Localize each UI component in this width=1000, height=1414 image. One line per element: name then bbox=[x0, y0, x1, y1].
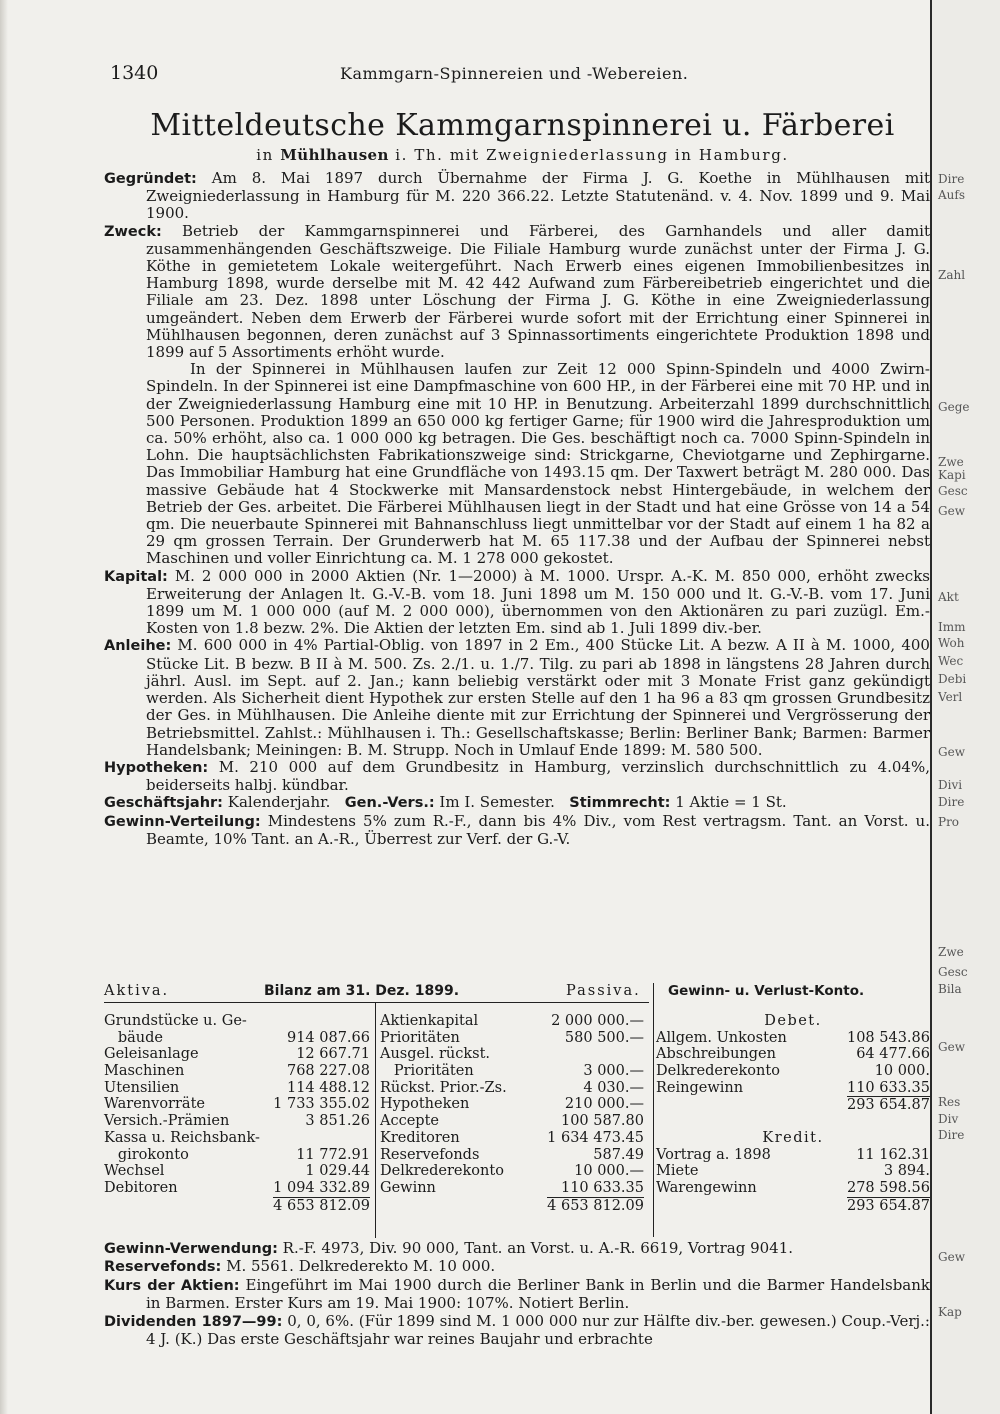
aktiva-row bbox=[104, 1147, 370, 1164]
gutter-fragment: Akt bbox=[938, 590, 959, 604]
section-text: M. 210 000 auf dem Grundbesitz in Hamburg, verzinslich durchschnittlich zu 4.04%, beiderseits halbj. kündbar. bbox=[146, 757, 930, 795]
row-value: 108 543.86 bbox=[846, 1029, 930, 1046]
gutter-fragment: Dire bbox=[938, 172, 965, 186]
row-label: Grundstücke u. Ge- bbox=[104, 1013, 247, 1029]
section-label: Zweck: bbox=[104, 223, 162, 240]
row-value: 64 477.66 bbox=[856, 1046, 930, 1063]
row-value: 1 094 332.89 bbox=[273, 1179, 370, 1196]
row-label: Debitoren bbox=[104, 1179, 178, 1196]
aktiva-row bbox=[104, 1130, 370, 1147]
kredit-row bbox=[656, 1180, 930, 1197]
balance-column-divider bbox=[375, 1002, 376, 1238]
section-hypotheken bbox=[104, 759, 930, 794]
passiva-row bbox=[380, 1113, 644, 1130]
gutter-fragment: Div bbox=[938, 1112, 959, 1126]
running-title: Kammgarn-Spinnereien und -Webereien. bbox=[340, 64, 689, 83]
gv-konto-column bbox=[656, 1013, 930, 1213]
debet-row bbox=[656, 1030, 930, 1047]
passiva-row bbox=[380, 1063, 644, 1080]
gutter-fragment: Dire bbox=[938, 1128, 965, 1142]
section-label: Kapital: bbox=[104, 568, 168, 585]
row-label: bäude bbox=[104, 1029, 163, 1046]
section-text: Am 8. Mai 1897 durch Übernahme der Firma J. G. Koethe in Mühlhausen mit Zweigniederlassung in Hamburg für M. 220 366.22. Letzte Statutenänd. v. 4. Nov. 1899 und 9. Mai 1900. bbox=[146, 169, 930, 223]
reservefonds bbox=[104, 1258, 930, 1276]
passiva-row bbox=[380, 1013, 644, 1030]
row-label: Kassa u. Reichsbank- bbox=[104, 1129, 260, 1146]
balance-rule bbox=[104, 1002, 649, 1003]
section-text: Betrieb der Kammgarnspinnerei und Färberei, des Garnhandels und aller damit zusammenhängenden Geschäftszweige. Die Filiale Hamburg wurde zunächst unter der Firma J. G. Köthe in gemietetem Lokale weitergeführt. Nach Erwerb eines eigenen Immobilienbesitzes in Hamburg 1898, wurde derselbe mit M. 42 442 Aufwand zum Färbereibetrieb eingerichtet und die Filiale am 23. Dez. 1898 unter Löschung der Firma J. G. Köthe in eine Zweigniederlassung umgeändert. Neben dem Erwerb der Färberei wurde sofort mit der Errichtung einer Spinnerei in Mühlhausen begonnen, deren zunächst auf 3 Spinnassortiments eingerichtete Produktion 1898 und 1899 auf 5 Assortiments erhöht wurde. bbox=[146, 221, 930, 362]
gutter-fragment: Gew bbox=[938, 1040, 965, 1054]
passiva-column bbox=[380, 1013, 644, 1213]
row-value: 1 029.44 bbox=[305, 1163, 370, 1180]
row-label: Reservefonds bbox=[380, 1146, 480, 1163]
subtitle-prefix: in bbox=[256, 146, 274, 164]
dividenden bbox=[104, 1313, 930, 1349]
gutter-fragment: Zahl bbox=[938, 268, 966, 282]
passiva-row bbox=[380, 1030, 644, 1047]
row-label: Wechsel bbox=[104, 1163, 165, 1180]
row-value: 10 000.— bbox=[574, 1163, 644, 1180]
row-value: 3 894. bbox=[883, 1163, 930, 1180]
row-value: 914 087.66 bbox=[286, 1029, 370, 1046]
row-label: Allgem. Unkosten bbox=[656, 1029, 787, 1046]
gutter-fragment: Aufs bbox=[938, 188, 965, 202]
kredit-row bbox=[656, 1163, 930, 1180]
gutter-fragment: Pro bbox=[938, 815, 960, 829]
gutter-fragment: Bila bbox=[938, 982, 962, 996]
gutter-fragment: Divi bbox=[938, 778, 963, 792]
aktiva-total bbox=[104, 1197, 370, 1214]
stimmrecht-text: 1 Aktie = 1 St. bbox=[675, 793, 787, 812]
row-label: Gewinn bbox=[380, 1179, 436, 1196]
footer-label: Dividenden 1897—99: bbox=[104, 1313, 283, 1330]
passiva-row bbox=[380, 1046, 644, 1063]
gutter-fragment: Dire bbox=[938, 795, 965, 809]
passiva-heading: Passiva. bbox=[566, 983, 641, 999]
company-entry-body bbox=[104, 170, 930, 848]
footer-text: M. 5561. Delkrederekto M. 10 000. bbox=[226, 1257, 496, 1276]
section-text: Mindestens 5% zum R.-F., dann bis 4% Div., vom Rest vertragsm. Tant. an Vorst. u. Beamte, 10% Tant. an A.-R., Überrest zur Verf. der G.-V. bbox=[146, 811, 930, 848]
row-label: Abschreibungen bbox=[656, 1046, 776, 1063]
row-value: 11 772.91 bbox=[296, 1146, 370, 1163]
kredit-total bbox=[656, 1197, 930, 1214]
gutter-fragment: Gesc bbox=[938, 484, 968, 498]
row-value: 3 000.— bbox=[583, 1063, 644, 1080]
aktiva-row bbox=[104, 1080, 370, 1097]
section-label: Gewinn-Verteilung: bbox=[104, 813, 261, 830]
passiva-row bbox=[380, 1096, 644, 1113]
debet-row bbox=[656, 1063, 930, 1080]
company-subtitle bbox=[150, 146, 895, 164]
passiva-row bbox=[380, 1163, 644, 1180]
row-label: Prioritäten bbox=[380, 1029, 460, 1046]
gutter-fragment: Wec bbox=[938, 654, 964, 668]
kredit-heading: Kredit. bbox=[762, 1129, 824, 1146]
row-label: Aktienkapital bbox=[380, 1013, 479, 1029]
aktiva-row bbox=[104, 1030, 370, 1047]
gutter-fragment: Gege bbox=[938, 400, 970, 414]
row-label: Geleisanlage bbox=[104, 1046, 199, 1063]
row-label: girokonto bbox=[104, 1146, 189, 1163]
footer-text: R.-F. 4973, Div. 90 000, Tant. an Vorst. u. A.-R. 6619, Vortrag 9041. bbox=[282, 1239, 794, 1257]
row-label: Prioritäten bbox=[380, 1063, 474, 1080]
row-label: Reingewinn bbox=[656, 1079, 744, 1096]
total-value: 4 653 812.09 bbox=[273, 1197, 370, 1214]
row-label: Miete bbox=[656, 1163, 699, 1180]
row-label: Accepte bbox=[380, 1113, 439, 1130]
gen-vers-text: Im I. Semester. bbox=[439, 793, 555, 812]
spacer bbox=[656, 1113, 930, 1130]
row-value: 1 733 355.02 bbox=[273, 1096, 370, 1113]
aktiva-row bbox=[104, 1163, 370, 1180]
balance-title: Bilanz am 31. Dez. 1899. bbox=[264, 983, 460, 999]
footer-text: Eingeführt im Mai 1900 durch die Berliner Bank in Berlin und die Barmer Handelsbank in Barmen. Erster Kurs am 19. Mai 1900: 107%. Notiert Berlin. bbox=[146, 1275, 930, 1313]
row-value: 114 488.12 bbox=[286, 1079, 370, 1096]
aktiva-row bbox=[104, 1180, 370, 1197]
row-value: 768 227.08 bbox=[286, 1063, 370, 1080]
gutter-fragment: Debi bbox=[938, 672, 967, 686]
row-value: 110 633.35 bbox=[560, 1179, 644, 1196]
gutter-fragment: Zwe bbox=[938, 945, 964, 959]
footer-label: Reservefonds: bbox=[104, 1259, 222, 1276]
row-value: 4 030.— bbox=[583, 1079, 644, 1096]
kredit-row bbox=[656, 1147, 930, 1164]
total-value: 4 653 812.09 bbox=[547, 1197, 644, 1214]
gv-konto-title: Gewinn- u. Verlust-Konto. bbox=[668, 983, 865, 999]
adjacent-page-edge bbox=[930, 0, 1000, 1414]
row-value: 12 667.71 bbox=[296, 1046, 370, 1063]
row-label: Maschinen bbox=[104, 1063, 185, 1080]
company-title: Mitteldeutsche Kammgarnspinnerei u. Färberei bbox=[150, 108, 895, 143]
row-label: Delkrederekonto bbox=[380, 1163, 504, 1180]
gutter-fragment: Zwe bbox=[938, 455, 964, 469]
row-value: 10 000. bbox=[874, 1063, 930, 1080]
row-label: Utensilien bbox=[104, 1079, 180, 1096]
passiva-row bbox=[380, 1080, 644, 1097]
gen-vers-label: Gen.-Vers.: bbox=[344, 795, 435, 812]
row-value: 11 162.31 bbox=[856, 1146, 930, 1163]
row-value: 278 598.56 bbox=[846, 1179, 930, 1196]
gutter-fragment: Gew bbox=[938, 504, 965, 518]
aktiva-heading: Aktiva. bbox=[104, 983, 170, 999]
gutter-fragment: Gew bbox=[938, 1250, 965, 1264]
section-label: Geschäftsjahr: bbox=[104, 795, 223, 812]
gv-column-divider bbox=[653, 983, 654, 1237]
aktiva-row bbox=[104, 1013, 370, 1030]
row-label: Delkrederekonto bbox=[656, 1063, 780, 1080]
section-gewinn-verteilung bbox=[104, 813, 930, 848]
gutter-fragment: Gew bbox=[938, 745, 965, 759]
row-label: Warengewinn bbox=[656, 1179, 757, 1196]
debet-heading: Debet. bbox=[764, 1013, 822, 1029]
aktiva-row bbox=[104, 1046, 370, 1063]
kurs-der-aktien bbox=[104, 1277, 930, 1313]
page-header bbox=[110, 62, 925, 88]
row-label: Versich.-Prämien bbox=[104, 1113, 230, 1130]
row-value: 110 633.35 bbox=[846, 1079, 930, 1096]
total-value: 293 654.87 bbox=[846, 1197, 930, 1214]
aktiva-row bbox=[104, 1096, 370, 1113]
footer-label: Kurs der Aktien: bbox=[104, 1277, 240, 1294]
scan-edge-left bbox=[0, 0, 8, 1414]
stimmrecht-label: Stimmrecht: bbox=[569, 795, 671, 812]
page-number: 1340 bbox=[110, 62, 159, 84]
row-value: 3 851.26 bbox=[305, 1113, 370, 1130]
subtitle-rest: i. Th. mit Zweigniederlassung in Hamburg. bbox=[395, 146, 789, 164]
passiva-row bbox=[380, 1180, 644, 1197]
row-label: Hypotheken bbox=[380, 1096, 470, 1113]
section-geschaeftsjahr bbox=[104, 794, 930, 812]
subtitle-city: Mühlhausen bbox=[280, 146, 389, 164]
section-text: M. 2 000 000 in 2000 Aktien (Nr. 1—2000) à M. 1000. Urspr. A.-K. M. 850 000, erhöht zwecks Erweiterung der Anlagen lt. G.-V.-B. vom 18. Juni 1898 um M. 150 000 und lt. G.-V.-B. vom 17. Juni 1899 um M. 1 000 000 (auf M. 2 000 000), übernommen von den Aktionären zu pari zuzügl. Em.-Kosten von 1.8 bezw. 2%. Die Aktien der letzten Em. sind ab 1. Juli 1899 div.-ber. bbox=[146, 566, 930, 638]
section-zweck-paragraph-2: In der Spinnerei in Mühlhausen laufen zur Zeit 12 000 Spinn-Spindeln und 4000 Zwirn-Spindeln. In der Spinnerei ist eine Dampfmaschine von 600 HP., in der Färberei eine mit 70 HP. und in der Zweigniederlassung Hamburg eine mit 10 HP. in Benutzung. Arbeiterzahl 1899 durchschnittlich 500 Personen. Produktion 1899 an 650 000 kg fertiger Garne; für 1900 wird die Jahresproduktion um ca. 50% erhöht, also ca. 1 000 000 kg betragen. Die Ges. beschäftigt noch ca. 7000 Spinn-Spindeln in Lohn. Die hauptsächlichsten Fabrikationszweige sind: Strickgarne, Cheviotgarne und Zephirgarne. Das Immobiliar Hamburg hat eine Grundfläche von 1493.15 qm. Der Taxwert beträgt M. 280 000. Das massive Gebäude hat 4 Stockwerke mit Mansardenstock nebst Hintergebäude, in welchem der Betrieb der Ges. arbeitet. Die Färberei Mühlhausen liegt in der Stadt und hat eine Grösse von 14 a 54 qm. Die neuerbaute Spinnerei mit Bahnanschluss liegt unmittelbar vor der Stadt auf einem 1 ha 82 a 29 qm grossen Terrain. Der Grunderwerb hat M. 65 117.38 und der Aufbau der Spinnerei nebst Maschinen und voller Einrichtung ca. M. 1 278 000 gekostet. bbox=[146, 360, 930, 568]
gutter-fragment: Kap bbox=[938, 1305, 962, 1319]
row-value: 210 000.— bbox=[564, 1096, 644, 1113]
section-gegruendet bbox=[104, 170, 930, 223]
row-value: 580 500.— bbox=[564, 1029, 644, 1046]
passiva-total bbox=[380, 1197, 644, 1214]
row-value: 587.49 bbox=[593, 1146, 644, 1163]
debet-row bbox=[656, 1046, 930, 1063]
section-anleihe bbox=[104, 637, 930, 758]
section-text: Kalenderjahr. bbox=[227, 793, 331, 812]
row-label: Kreditoren bbox=[380, 1129, 460, 1146]
row-label: Ausgel. rückst. bbox=[380, 1046, 491, 1063]
passiva-row bbox=[380, 1147, 644, 1164]
row-value: 100 587.80 bbox=[560, 1113, 644, 1130]
gutter-fragment: Gesc bbox=[938, 965, 968, 979]
row-label: Vortrag a. 1898 bbox=[656, 1146, 771, 1163]
passiva-row bbox=[380, 1130, 644, 1147]
footer-text: 0, 0, 6%. (Für 1899 sind M. 1 000 000 nur zur Hälfte div.-ber. gewesen.) Coup.-Verj.: 4 J. (K.) Das erste Geschäftsjahr war reines Baujahr und erbrachte bbox=[146, 1311, 930, 1349]
section-label: Gegründet: bbox=[104, 171, 197, 187]
total-value: 293 654.87 bbox=[846, 1097, 930, 1114]
gutter-fragment: Woh bbox=[938, 636, 965, 650]
section-label: Anleihe: bbox=[104, 638, 172, 655]
row-label: Warenvorräte bbox=[104, 1096, 205, 1113]
row-value: 1 634 473.45 bbox=[547, 1129, 644, 1146]
aktiva-row bbox=[104, 1113, 370, 1130]
gutter-fragment: Kapi bbox=[938, 468, 966, 482]
row-label: Rückst. Prior.-Zs. bbox=[380, 1079, 507, 1096]
gutter-fragment: Imm bbox=[938, 620, 966, 634]
entry-footer bbox=[104, 1240, 930, 1348]
debet-total bbox=[656, 1096, 930, 1113]
row-value: 2 000 000.— bbox=[551, 1013, 644, 1029]
section-label: Hypotheken: bbox=[104, 759, 209, 776]
section-text: M. 600 000 in 4% Partial-Oblig. von 1897 in 2 Em., 400 Stücke Lit. A bezw. A II à M. 1000, 400 Stücke Lit. B bezw. B II à M. 500. Zs. 2./1. u. 1./7. Tilg. zu pari ab 1898 in längstens 28 Jahren durch jährl. Ausl. im Sept. auf 2. Jan.; kann beliebig verstärkt oder mit 3 Monate Frist ganz gekündigt werden. Als Sicherheit dient Hypothek zur ersten Stelle auf den 1 ha 96 a 83 qm grossen Grundbesitz der Ges. in Mühlhausen. Die Anleihe diente mit zur Errichtung der Spinnerei und Vergrösserung der Betriebsmittel. Zahlst.: Mühlhausen i. Th.: Gesellschaftskasse; Berlin: Berliner Bank; Barmen: Barmer Handelsbank; Meiningen: B. M. Strupp. Noch in Umlauf Ende 1899: M. 580 500. bbox=[146, 636, 930, 759]
debet-row bbox=[656, 1080, 930, 1097]
gewinn-verwendung bbox=[104, 1240, 930, 1258]
balance-sheet bbox=[104, 983, 930, 1239]
gutter-fragment: Res bbox=[938, 1095, 961, 1109]
section-kapital bbox=[104, 568, 930, 638]
aktiva-column bbox=[104, 1013, 370, 1213]
gutter-fragment: Verl bbox=[938, 690, 963, 704]
aktiva-row bbox=[104, 1063, 370, 1080]
footer-label: Gewinn-Verwendung: bbox=[104, 1241, 278, 1257]
section-zweck bbox=[104, 223, 930, 362]
